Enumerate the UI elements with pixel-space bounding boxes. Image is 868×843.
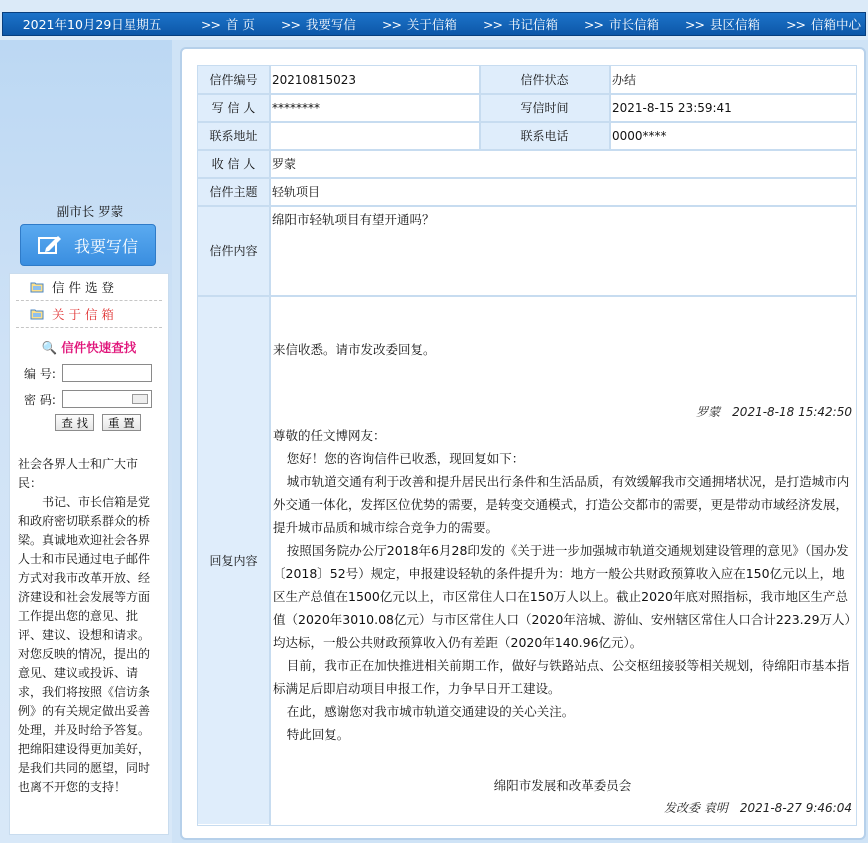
nav-bar xyxy=(2,12,866,36)
reply-paragraph: 目前，我市正在加快推进相关前期工作，做好与铁路站点、公交枢纽接驳等相关规划，待绵阳市基本指标满足后即启动项目申报工作，力争早日开工建设。 xyxy=(273,658,850,696)
nav-about-mailbox[interactable]: >> 关于信箱 xyxy=(382,15,457,33)
letter-detail-panel xyxy=(180,47,866,840)
reply-paragraph: 按照国务院办公厅2018年6月28印发的《关于进一步加强城市轨道交通规划建设管理的意见》（国办发〔2018〕52号）规定，申报建设轻轨的条件提升为：地方一般公共财政预算收入应在150亿元以上，地区生产总值在1500亿元以上，市区常住人口在150万人以上。截止2020年底对照指标，我市地区生产总值（2020年3010.08亿元）与市区常住人口（2020年涪城、游仙、安州辖区常住人口合计223.29万人）均达标，一般公共财政预算收入仍有差距（2020年140.96亿元）。 xyxy=(273,543,851,650)
table-row xyxy=(198,150,856,178)
writer-label: 写 信 人 xyxy=(198,94,270,122)
subject-label: 信件主题 xyxy=(198,178,270,206)
address-value xyxy=(270,122,480,150)
address-label: 联系地址 xyxy=(198,122,270,150)
recipient-label: 收 信 人 xyxy=(198,150,270,178)
reply-paragraph: 特此回复。 xyxy=(286,727,350,742)
sidebar xyxy=(0,40,172,843)
table-row xyxy=(198,206,856,296)
quick-search-label: 信件快速查找 xyxy=(61,340,137,355)
folder-icon xyxy=(30,281,44,293)
sidebar-panel xyxy=(9,273,169,835)
table-row xyxy=(198,178,856,206)
table-row xyxy=(198,122,856,150)
letter-number-value: 20210815023 xyxy=(270,66,480,94)
recipient-value: 罗蒙 xyxy=(270,150,856,178)
folder-icon xyxy=(30,308,44,320)
reply-paragraph: 在此，感谢您对我市城市轨道交通建设的关心关注。 xyxy=(286,704,575,719)
reply-organization: 绵阳市发展和改革委员会 xyxy=(493,778,632,793)
writer-value: ******** xyxy=(270,94,480,122)
letter-number-input[interactable] xyxy=(62,364,152,382)
write-letter-label: 我要写信 xyxy=(73,236,138,256)
keyboard-icon[interactable] xyxy=(132,394,148,404)
nav-write-letter[interactable]: >> 我要写信 xyxy=(281,15,356,33)
reply-first: 来信收悉。请市发改委回复。 xyxy=(273,342,436,357)
letter-status-label: 信件状态 xyxy=(480,66,610,94)
write-time-value: 2021-8-15 23:59:41 xyxy=(610,94,856,122)
official-name: 副市长 罗蒙 xyxy=(56,204,124,219)
phone-label: 联系电话 xyxy=(480,122,610,150)
sidebar-item-label: 关 于 信 箱 xyxy=(52,307,114,322)
reply-content xyxy=(270,296,856,825)
nav-secretary-mailbox[interactable]: >> 书记信箱 xyxy=(483,15,558,33)
reply-first-signature: 罗蒙 2021-8-18 15:42:50 xyxy=(696,405,852,419)
nav-mailbox-center[interactable]: >> 信箱中心 xyxy=(786,15,861,33)
top-navigation xyxy=(0,0,868,40)
nav-mayor-mailbox[interactable]: >> 市长信箱 xyxy=(584,15,659,33)
search-buttons xyxy=(10,414,168,431)
number-field-row xyxy=(10,364,168,382)
password-label: 密 码: xyxy=(24,392,56,407)
nav-home[interactable]: >> 首 页 xyxy=(201,15,255,33)
current-date: 2021年10月29日星期五 xyxy=(22,17,162,32)
letter-info-table xyxy=(197,65,856,825)
reply-paragraph: 城市轨道交通有利于改善和提升居民出行条件和生活品质，有效缓解我市交通拥堵状况，是打造城市内外交通一体化，发挥区位优势的需要，是转变交通模式，打造公交都市的需要，更是带动市域经济发展，提升城市品质和城市综合竞争力的需要。 xyxy=(273,474,850,535)
reply-label: 回复内容 xyxy=(198,296,270,825)
edit-icon xyxy=(38,235,62,255)
reply-greeting: 尊敬的任文博网友： xyxy=(273,428,386,443)
content-label: 信件内容 xyxy=(198,206,270,296)
mailbox-notice: 社会各界人士和广大市民： 书记、市长信箱是党和政府密切联系群众的桥梁。真诚地欢迎社会各界人士和市民通过电子邮件方式对我市改革开放、经济建设和社会发展等方面工作提出您的意见、批评、建议、设想和请求。对您反映的情况，提出的意见、建议或投诉、请求，我们将按照《信访条例》的有关规定做出妥善处理，并及时给予答复。把绵阳建设得更加美好，是我们共同的愿望，同时也离不开您的支持！ xyxy=(18,457,151,794)
quick-search-title xyxy=(10,338,168,356)
write-letter-button[interactable] xyxy=(20,224,156,266)
password-field-row xyxy=(10,390,168,408)
search-button[interactable]: 查 找 xyxy=(55,414,94,431)
letter-number-label: 信件编号 xyxy=(198,66,270,94)
sidebar-item-featured-letters[interactable] xyxy=(16,274,162,301)
reset-button[interactable]: 重 置 xyxy=(102,414,141,431)
reply-paragraph: 您好！您的咨询信件已收悉，现回复如下： xyxy=(286,451,525,466)
nav-county-mailbox[interactable]: >> 县区信箱 xyxy=(685,15,760,33)
table-row xyxy=(198,296,856,825)
sidebar-item-about-mailbox[interactable] xyxy=(16,301,162,328)
nav-links xyxy=(201,15,861,33)
letter-content: 绵阳市轻轨项目有望开通吗？ xyxy=(270,206,856,296)
letter-status-value: 办结 xyxy=(610,66,856,94)
reply-final-signature: 发改委 袁明 2021-8-27 9:46:04 xyxy=(664,801,852,815)
number-label: 编 号: xyxy=(24,366,56,381)
table-row xyxy=(198,66,856,94)
password-wrapper xyxy=(62,390,152,408)
sidebar-item-label: 信 件 选 登 xyxy=(52,280,114,295)
write-time-label: 写信时间 xyxy=(480,94,610,122)
subject-value: 轻轨项目 xyxy=(270,178,856,206)
phone-value: 0000**** xyxy=(610,122,856,150)
table-row xyxy=(198,94,856,122)
search-icon: 🔍 xyxy=(41,340,58,355)
